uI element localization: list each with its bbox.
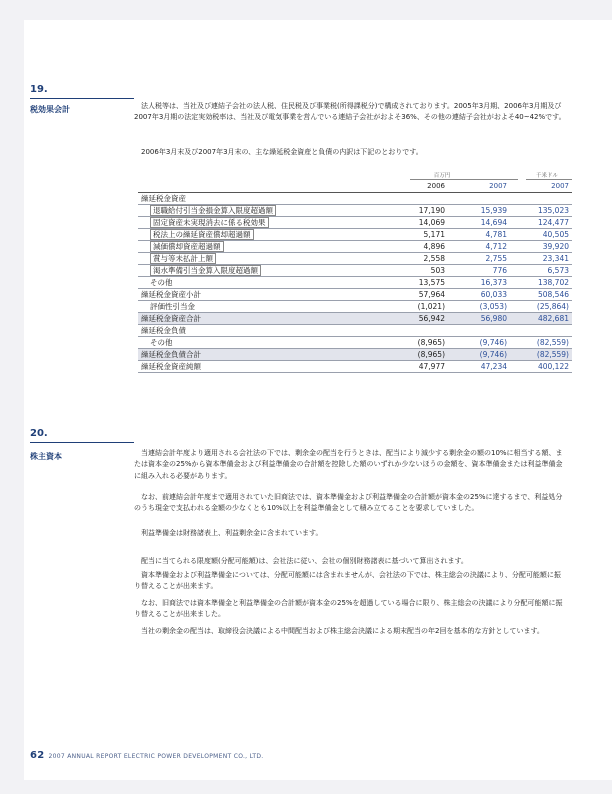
cell: 14,069 [386, 216, 448, 228]
table-row [138, 264, 572, 276]
section-19-number: 19. [30, 84, 48, 95]
cell: 16,373 [448, 276, 510, 288]
cell: 13,575 [386, 276, 448, 288]
section-20-number: 20. [30, 428, 48, 439]
cell: 47,234 [448, 360, 510, 372]
cell: 138,702 [510, 276, 572, 288]
row-label: 繰延税金資産純額 [138, 360, 386, 372]
cell: 39,920 [510, 240, 572, 252]
row-label: 渇水準備引当金算入限度超過額 [150, 265, 261, 276]
section-20-paragraph-2: なお、前連結会計年度まで適用されていた旧商法では、資本準備金および利益準備金の合計額が資本金の25%に達するまで、利益処分のうち現金で支払われる金額の少なくとも10%以上を利益準備金として積み立てることを要求していました。 [134, 493, 563, 513]
table-row-net [138, 360, 572, 372]
row-label: 繰延税金負債 [138, 324, 386, 336]
cell: (9,746) [448, 348, 510, 360]
cell: 2,558 [386, 252, 448, 264]
cell: 482,681 [510, 312, 572, 324]
table-row [138, 336, 572, 348]
table-row [138, 252, 572, 264]
cell [448, 324, 510, 336]
section-19-title: 税効果会計 [30, 105, 70, 114]
cell [510, 324, 572, 336]
cell: 57,964 [386, 288, 448, 300]
row-label: その他 [138, 336, 386, 348]
cell: 60,033 [448, 288, 510, 300]
cell: 40,505 [510, 228, 572, 240]
cell: 4,896 [386, 240, 448, 252]
table-row [138, 192, 572, 204]
cell: (3,053) [448, 300, 510, 312]
cell [386, 324, 448, 336]
table-row [138, 324, 572, 336]
year-col-1: 2006 [386, 181, 448, 192]
cell: (8,965) [386, 336, 448, 348]
row-label: 繰延税金資産 [138, 192, 386, 204]
row-label: その他 [138, 276, 386, 288]
cell: 503 [386, 264, 448, 276]
table-row [138, 276, 572, 288]
section-20-paragraph-3: 利益準備金は財務諸表上、利益剰余金に含まれています。 [141, 529, 323, 537]
deferred-tax-table [138, 181, 572, 373]
section-19-rule [30, 98, 134, 99]
cell: (1,021) [386, 300, 448, 312]
cell: 776 [448, 264, 510, 276]
cell [386, 192, 448, 204]
section-20-paragraph-4: 配当に当てられる限度額(分配可能額)は、会社法に従い、会社の個別財務諸表に基づいて算出されます。 [141, 557, 468, 565]
table-row [138, 204, 572, 216]
table-header-row [138, 181, 572, 192]
unit-usd-rule [526, 179, 572, 180]
row-label: 繰延税金資産合計 [138, 312, 386, 324]
cell: 124,477 [510, 216, 572, 228]
cell: 56,942 [386, 312, 448, 324]
cell: 508,546 [510, 288, 572, 300]
row-label: 退職給付引当金損金算入限度超過額 [150, 205, 276, 216]
cell [448, 192, 510, 204]
section-20-paragraph-5: 資本準備金および利益準備金については、分配可能額には含まれませんが、会社法の下では、株主総会の決議により、分配可能額に振り替えることが出来ます。 [134, 571, 561, 591]
unit-yen-rule [410, 179, 518, 180]
cell: (82,559) [510, 336, 572, 348]
cell: (8,965) [386, 348, 448, 360]
cell: 14,694 [448, 216, 510, 228]
table-row [138, 300, 572, 312]
cell: 47,977 [386, 360, 448, 372]
table-row-total [138, 348, 572, 360]
cell: 135,023 [510, 204, 572, 216]
footer-text: 2007 ANNUAL REPORT ELECTRIC POWER DEVELOPMENT CO., LTD. [48, 753, 264, 760]
cell: 4,781 [448, 228, 510, 240]
row-label: 減価償却資産超過額 [150, 241, 224, 252]
cell: 15,939 [448, 204, 510, 216]
row-label: 賞与等未払計上額 [150, 253, 216, 264]
row-label: 固定資産未実現消去に係る税効果 [150, 217, 269, 228]
cell: 23,341 [510, 252, 572, 264]
year-col-2: 2007 [448, 181, 510, 192]
cell: 2,755 [448, 252, 510, 264]
cell: (82,559) [510, 348, 572, 360]
table-row-total [138, 312, 572, 324]
row-label: 繰延税金資産小計 [138, 288, 386, 300]
page-number: 62 [30, 750, 45, 761]
cell: 17,190 [386, 204, 448, 216]
cell: 56,980 [448, 312, 510, 324]
section-20-title: 株主資本 [30, 452, 62, 461]
cell: (25,864) [510, 300, 572, 312]
section-20-paragraph-6: なお、旧商法では資本準備金と利益準備金の合計額が資本金の25%を超過している場合に限り、株主総会の決議により分配可能額に振り替えることが出来ました。 [134, 599, 563, 619]
year-col-3: 2007 [510, 181, 572, 192]
section-20-rule [30, 442, 134, 443]
section-19-paragraph-1: 法人税等は、当社及び連結子会社の法人税、住民税及び事業税(所得課税分)で構成されております。2005年3月期、2006年3月期及び2007年3月期の法定実効税率は、当社及び電気事業を営んでいる連結子会社がおよそ36%、その他の連結子会社がおよそ40~42%です。 [134, 102, 566, 122]
cell: 6,573 [510, 264, 572, 276]
row-label: 繰延税金負債合計 [138, 348, 386, 360]
page-sheet [24, 20, 612, 780]
table-row [138, 240, 572, 252]
table-row [138, 216, 572, 228]
section-20-paragraph-7: 当社の剰余金の配当は、取締役会決議による中間配当および株主総会決議による期末配当の年2回を基本的な方針としています。 [141, 627, 544, 635]
table-row [138, 228, 572, 240]
cell: 5,171 [386, 228, 448, 240]
cell [510, 192, 572, 204]
cell: 4,712 [448, 240, 510, 252]
cell: 400,122 [510, 360, 572, 372]
unit-label-yen: 百万円 [433, 173, 451, 179]
unit-label-usd: 千米ドル [535, 173, 558, 179]
page-footer [30, 750, 264, 761]
row-label: 税法上の繰延資産償却超過額 [150, 229, 254, 240]
cell: (9,746) [448, 336, 510, 348]
section-20-paragraph-1: 当連結会計年度より適用される会社法の下では、剰余金の配当を行うときは、配当により減少する剰余金の額の10%に相当する額、または資本金の25%から資本準備金および利益準備金の合計額を控除した額のいずれか少ないほうの金額を、資本準備金または利益準備金に組み入れる必要があります。 [134, 449, 563, 480]
section-19-paragraph-2: 2006年3月末及び2007年3月末の、主な繰延税金資産と負債の内訳は下記のとおりです。 [141, 148, 423, 156]
row-label: 評価性引当金 [138, 300, 386, 312]
table-row [138, 288, 572, 300]
